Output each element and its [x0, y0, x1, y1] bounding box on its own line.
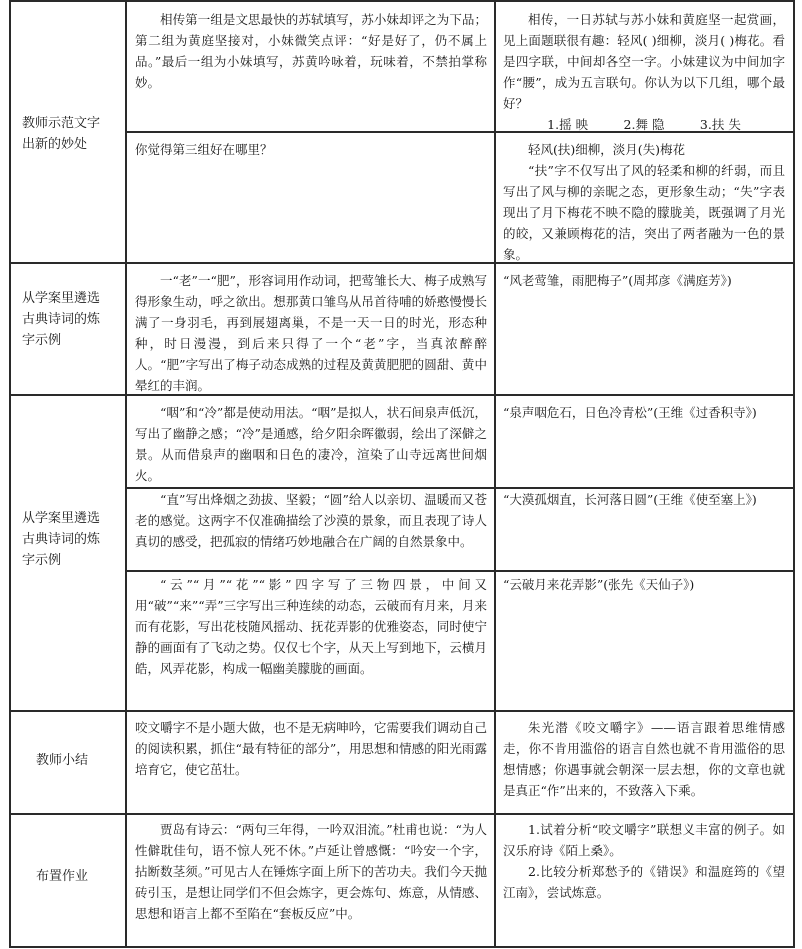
demo-question-text: 相传，一日苏轼与苏小妹和黄庭坚一起赏画，见上面题联很有趣：轻风( )细柳，淡月( )梅花。看是四字联，中间却各空一字。小妹建议为中间加字作“腰”，成为五言联句。你认为以下几组，哪个最好？ 1.摇 映 2.舞 隐 3.扶 失 — [503, 9, 785, 131]
label-line: 字示例 — [22, 553, 62, 568]
row-label-summary: 教师小结 — [36, 753, 89, 768]
example-poem: “风老莺雏，雨肥梅子”(周邦彦《满庭芳》) — [503, 273, 732, 288]
summary-quote: 朱光潜《咬文嚼字》——语言跟着思维情感走，你不肯用滥俗的语言自然也就不肯用滥俗的思想情感；你遇事就会朝深一层去想，你的文章也就是真正“作”出来的，不致落入下乘。 — [503, 720, 785, 798]
option-3: 3.扶 失 — [699, 117, 741, 131]
example-poem: “大漠孤烟直，长河落日圆”(王维《使至塞上》) — [503, 492, 757, 507]
analysis-text: 轻风(扶)细柳，淡月(失)梅花 “扶”字不仅写出了风的轻柔和柳的纤弱，而且写出了风与柳的亲昵之态，更形象生动；“失”字表现出了月下梅花不映不隐的朦胧美，既强调了月光的皎，又兼顾梅花的洁，突出了两者融为一色的景象。 — [503, 139, 785, 261]
subrow-divider — [126, 570, 795, 572]
example-analysis: “咽”和“冷”都是使动用法。“咽”是拟人，状石间泉声低沉，写出了幽静之感；“冷”是通感，给夕阳余晖徽弱，绘出了深僻之景。从而借泉声的幽咽和日色的凄冷，渲染了山寺远离世间烟火。 — [135, 405, 487, 483]
homework-intro: 贾岛有诗云：“两句三年得，一吟双泪流。”杜甫也说：“为人性僻耽佳句，语不惊人死不休。”卢延让曾感慨：“吟安一个字，拈断数茎须。”可见古人在锤炼字面上所下的苦功夫。我们今天抛砖引玉，是想让同学们不但会炼字，更会炼句、炼意，从情感、思想和语言上都不至陷在“套板反应”中。 — [135, 822, 487, 921]
label-line: 出新的妙处 — [22, 137, 88, 152]
summary-text: 咬文嚼字不是小题大做，也不是无病呻吟，它需要我们调动自己的阅读积累，抓住“最有特征的部分”，用思想和情感的阳光雨露培育它，使它茁壮。 — [135, 720, 487, 777]
row-label-demo — [22, 113, 122, 155]
label-line: 从学案里遴选 — [22, 291, 101, 306]
homework-item: 2.比较分析郑愁予的《错误》和温庭筠的《望江南》，尝试炼意。 — [503, 864, 785, 900]
answer-options — [503, 114, 785, 131]
column-divider — [125, 0, 127, 948]
option-1: 1.摇 映 — [547, 117, 589, 131]
row-label-examples — [22, 508, 122, 571]
example-poem: “云破月来花弄影”(张先《天仙子》) — [503, 577, 695, 592]
label-line: 从学案里遴选 — [22, 511, 101, 526]
subrow-divider — [126, 131, 795, 133]
table-border-right — [793, 0, 795, 948]
table-border-left — [9, 0, 11, 948]
couplet-answer: 轻风(扶)细柳，淡月(失)梅花 — [528, 142, 686, 157]
example-analysis: 一“老”一“肥”，形容词用作动词，把莺雏长大、梅子成熟写得形象生动，呼之欲出。想那黄口雏鸟从吊首待哺的娇憨慢慢长满了一身羽毛，再到展翅离巢，不是一天一日的时光，形态种种，时日漫漫，到后来只得了一个“老”字，当真浓醉醉人。“肥”字写出了梅子动态成熟的过程及黄黄肥肥的圆甜、黄中晕红的丰润。 — [135, 273, 487, 392]
demo-story-text: 相传第一组是文思最快的苏轼填写，苏小妹却评之为下品；第二组为黄庭坚接对，小妹微笑点评：“好是好了，仍不属上品。”最后一组为小妹填写，苏黄吟咏着，玩味着，不禁拍掌称妙。 — [135, 12, 487, 90]
column-divider — [494, 0, 496, 948]
row-label-homework: 布置作业 — [36, 869, 89, 884]
label-line: 字示例 — [22, 333, 62, 348]
label-line: 古典诗词的炼 — [22, 532, 101, 547]
label-line: 教师示范文字 — [22, 116, 101, 131]
followup-question: 你觉得第三组好在哪里？ — [135, 142, 273, 157]
option-2: 2.舞 隐 — [623, 117, 665, 131]
row-label-examples — [22, 288, 122, 351]
example-analysis: “云”“月”“花”“影”四字写了三物四景，中间又用“破”“来”“弄”三字写出三种连续的动态，云破而有月来，月来而有花影，写出花枝随风摇动、抚花弄影的优雅姿态，同时使宁静的画面有了飞动之势。仅仅七个字，从天上写到地下，云横月皓，风弄花影，构成一幅幽美朦胧的画面。 — [135, 577, 487, 676]
label-line: 古典诗词的炼 — [22, 312, 101, 327]
example-analysis: “直”写出烽烟之劲拔、坚毅；“圆”给人以亲切、温暖而又苍老的感觉。这两字不仅准确描绘了沙漠的景象，而且表现了诗人真切的感受，把孤寂的情绪巧妙地融合在广阔的自然景象中。 — [135, 492, 487, 549]
example-poem: “泉声咽危石，日色冷青松”(王维《过香积寺》) — [503, 405, 757, 420]
homework-tasks — [503, 819, 785, 945]
homework-item: 1.试着分析“咬文嚼字”联想义丰富的例子。如汉乐府诗《陌上桑》。 — [503, 822, 785, 858]
